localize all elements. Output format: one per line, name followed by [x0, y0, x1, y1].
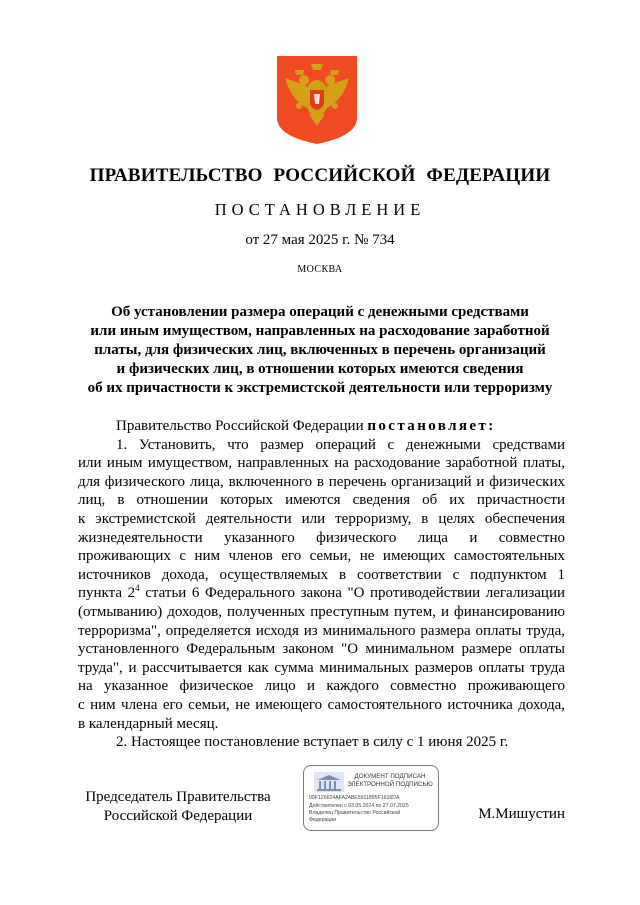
paragraph-2: 2. Настоящее постановление вступает в силу с 1 июня 2025 г. — [116, 734, 509, 751]
title-line: и физических лиц, в отношении которых имеются сведения — [116, 361, 524, 377]
title-line: Об установлении размера операций с денежными средствами — [111, 304, 529, 320]
position-line-2: Российской Федерации — [103, 807, 253, 824]
paragraph-line: 1. Установить, что размер операций с денежными средствами — [116, 436, 565, 453]
stamp-validity: Действителен с 03.05.2024 по 27.07.2025 — [309, 803, 409, 809]
intro-text: Правительство Российской Федерации — [116, 418, 364, 434]
line9-part-a: пункта 2 — [78, 585, 136, 602]
paragraph-line: в календарный месяц. — [78, 715, 219, 732]
paragraph-line: с ним члена его семьи, не имеющего самостоятельного источника дохода, — [78, 696, 565, 713]
paragraph-line: лиц, в отношении которых имеются сведения об их причастности — [78, 492, 565, 509]
paragraph-line: на указанное физическое лицо и каждого совместно проживающего — [78, 678, 565, 695]
paragraph-line: (отмыванию) доходов, полученных преступным путем, и финансированию — [78, 603, 565, 620]
title-line: платы, для физических лиц, включенных в перечень организаций — [94, 342, 546, 358]
title-line: или иным имуществом, направленных на расходование заработной — [90, 323, 550, 339]
stamp-heading-line-1: ДОКУМЕНТ ПОДПИСАН — [354, 773, 426, 780]
line9-part-b: статьи 6 Федерального закона "О противодействии легализации — [139, 585, 566, 602]
paragraph-line: установленного Федеральным законом "О минимальном размере оплаты — [78, 641, 565, 658]
signatory-name: М.Мишустин — [478, 806, 565, 822]
document-date-number: от 27 мая 2025 г. № 734 — [245, 232, 395, 248]
paragraph-line: терроризма", определяется исходя из минимального размера оплаты труда, — [78, 622, 565, 639]
paragraph-line: или иным имуществом, направленных на расходование заработной платы, — [78, 455, 565, 472]
paragraph-line: источников дохода, осуществляемых в соответствии с подпунктом 1 — [78, 566, 565, 583]
paragraph-line: труда", и рассчитывается как сумма минимальных размеров оплаты труда — [78, 659, 565, 676]
body-intro — [78, 417, 565, 436]
russian-coat-of-arms-icon — [277, 56, 357, 144]
stamp-heading-line-2: ЭЛЕКТРОННОЙ ПОДПИСЬЮ — [347, 781, 433, 788]
stamp-heading — [346, 773, 434, 789]
intro-resolves: постановляет: — [367, 418, 496, 434]
paragraph-line: жизнедеятельности указанного физического лица и совместно — [78, 529, 565, 546]
superscript: 4 — [135, 583, 140, 594]
stamp-owner-line-1: Владелец Правительство Российской — [309, 810, 401, 816]
stamp-serial: 00F126624AFA24BE5911895F1616DA — [309, 795, 400, 801]
position-line-1: Председатель Правительства — [85, 789, 271, 805]
document-body — [78, 417, 565, 752]
organization-name: ПРАВИТЕЛЬСТВО РОССИЙСКОЙ ФЕДЕРАЦИИ — [89, 165, 551, 186]
document-title — [60, 303, 580, 398]
document-city: МОСКВА — [297, 264, 343, 275]
document-type: ПОСТАНОВЛЕНИЕ — [214, 200, 426, 219]
government-building-icon — [314, 772, 344, 792]
title-line: об их причастности к экстремистской деятельности или терроризму — [87, 380, 553, 396]
signatory-position — [78, 788, 278, 825]
paragraph-line: к экстремистской деятельности или терроризму, в целях обеспечения — [78, 510, 565, 527]
electronic-signature-stamp — [303, 765, 439, 831]
paragraph-line: для физического лица, включенного в перечень организаций и физических — [78, 473, 565, 490]
paragraph-line: проживающих с ним членов его семьи, не имеющих самостоятельных — [78, 548, 565, 565]
stamp-owner-line-2: Федерации — [309, 817, 337, 823]
paragraph-line — [78, 584, 565, 603]
